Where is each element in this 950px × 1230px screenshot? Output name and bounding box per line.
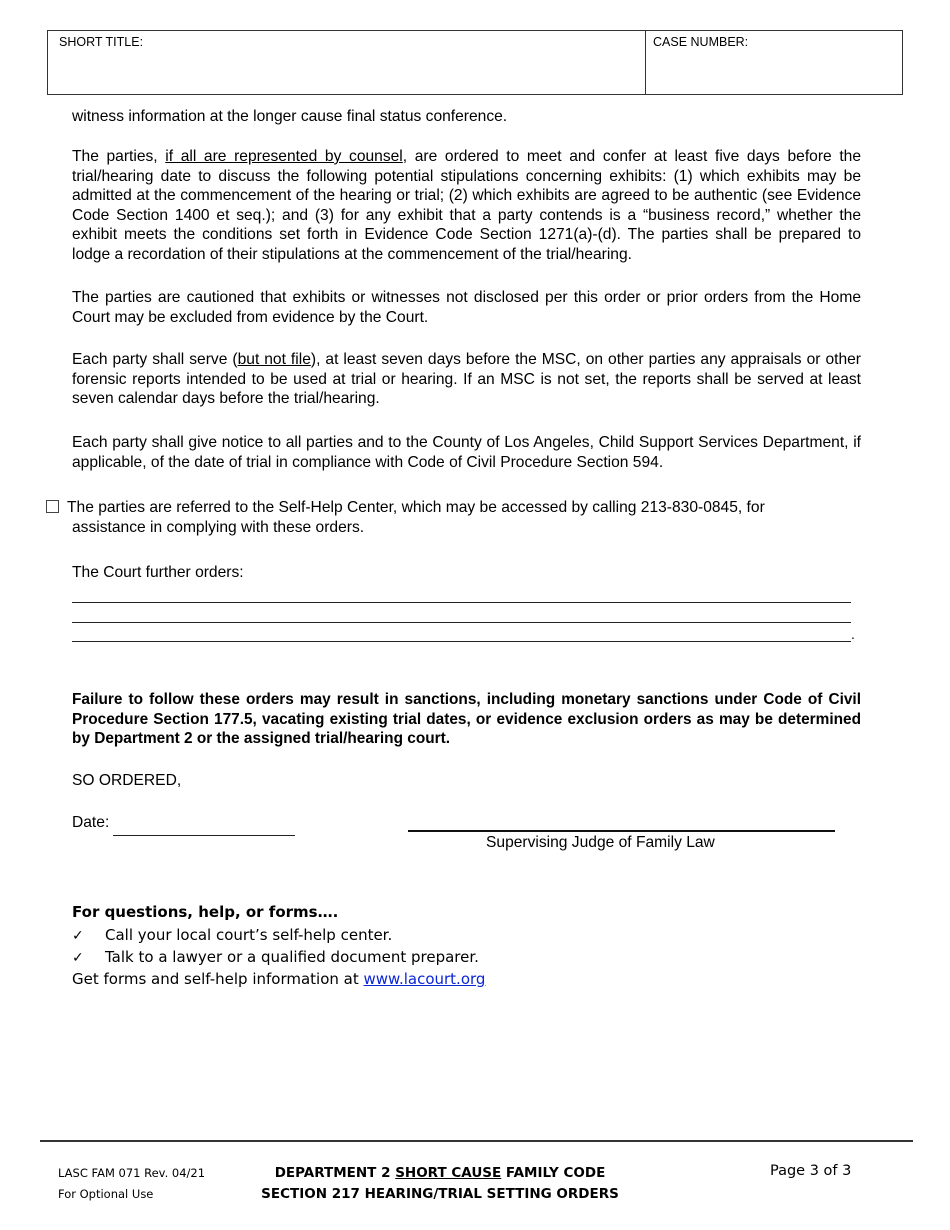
sanctions-warning: Failure to follow these orders may result in sanctions, including monetary sanctions under Code of Civil Procedure Section 177.5, vacating existing trial dates, or evidence exclusion orders as may be determined by Department 2 or the assigned trial/hearing court. <box>72 691 861 748</box>
serve-text-b: ), at least seven days before the MSC, on other parties any appraisals or other forensic reports intended to be used at trial or hearing. If an MSC is not set, the reports shall be served at least seven calendar days before the trial/hearing. <box>72 351 861 408</box>
footer-title <box>240 1163 640 1205</box>
serve-underlined: but not file <box>237 351 311 368</box>
help-item-text: Talk to a lawyer or a qualified document preparer. <box>105 948 479 966</box>
date-field[interactable] <box>113 835 295 836</box>
case-number-label: CASE NUMBER: <box>653 35 749 49</box>
stipulations-underlined: if all are represented by counsel <box>165 148 403 165</box>
short-title-label: SHORT TITLE: <box>59 35 144 49</box>
so-ordered: SO ORDERED, <box>72 772 182 789</box>
help-item-text: Call your local court’s self-help center. <box>105 926 393 944</box>
self-help-referral <box>46 498 861 538</box>
form-id: LASC FAM 071 Rev. 04/21 <box>58 1166 206 1180</box>
footer-title-b: FAMILY CODE <box>501 1165 606 1181</box>
stipulations-text-b: , are ordered to meet and confer at least five days before the trial/hearing date to discuss the following potential stipulations concerning exhibits: (1) which exhibits may be admitted at the commencement of the hearing or trial; (2) which exhibits are agreed to be authentic (see Evidence Code Section 1400 et seq.); and (3) for any exhibit that a party contends is a “business record,” whether the exhibit meets the conditions set forth in Evidence Code Section 1271(a)-(d). The parties shall be prepared to lodge a recordation of their stipulations at the commencement of the trial/hearing. <box>72 148 861 263</box>
stipulations-paragraph <box>72 147 861 265</box>
further-orders-line-1[interactable] <box>72 602 851 603</box>
stipulations-text-a: The parties, <box>72 148 166 165</box>
forms-text: Get forms and self-help information at <box>72 970 364 988</box>
footer-title-line2: SECTION 217 HEARING/TRIAL SETTING ORDERS <box>261 1186 619 1202</box>
case-number-field[interactable] <box>646 31 902 94</box>
notice-paragraph: Each party shall give notice to all parties and to the County of Los Angeles, Child Support Services Department, if applicable, of the date of trial in compliance with Code of Civil Procedure Section 594. <box>72 434 861 471</box>
usage-note: For Optional Use <box>58 1187 154 1201</box>
forms-info <box>72 970 485 988</box>
footer-title-a: DEPARTMENT 2 <box>274 1165 396 1181</box>
help-item <box>72 948 479 966</box>
caption-header-box <box>47 30 903 95</box>
further-orders-label: The Court further orders: <box>72 564 244 581</box>
checkmark-icon: ✓ <box>72 928 84 944</box>
signature-caption: Supervising Judge of Family Law <box>486 834 715 851</box>
page-number: Page 3 of 3 <box>770 1163 852 1179</box>
self-help-text-line1: The parties are referred to the Self-Help Center, which may be accessed by calling 213-830-0845, for <box>67 499 765 516</box>
checkmark-icon: ✓ <box>72 950 84 966</box>
serve-reports-paragraph <box>72 350 861 409</box>
judge-signature-line[interactable] <box>408 830 835 832</box>
short-title-field[interactable] <box>48 31 646 94</box>
serve-text-a: Each party shall serve ( <box>72 351 238 368</box>
help-item <box>72 926 392 944</box>
self-help-text-line2: assistance in complying with these orders. <box>72 519 365 536</box>
self-help-checkbox[interactable] <box>46 500 59 513</box>
caution-paragraph: The parties are cautioned that exhibits or witnesses not disclosed per this order or prior orders from the Home Court may be excluded from evidence by the Court. <box>72 289 861 326</box>
further-orders-period: . <box>851 626 855 642</box>
footer-title-underlined: SHORT CAUSE <box>395 1165 502 1181</box>
further-orders-line-2[interactable] <box>72 622 851 623</box>
witness-info-paragraph: witness information at the longer cause final status conference. <box>72 108 508 125</box>
further-orders-line-3[interactable] <box>72 641 851 642</box>
help-title: For questions, help, or forms…. <box>72 903 339 921</box>
lacourt-link[interactable]: www.lacourt.org <box>363 970 486 988</box>
date-label: Date: <box>72 814 110 831</box>
footer-divider <box>40 1140 913 1142</box>
